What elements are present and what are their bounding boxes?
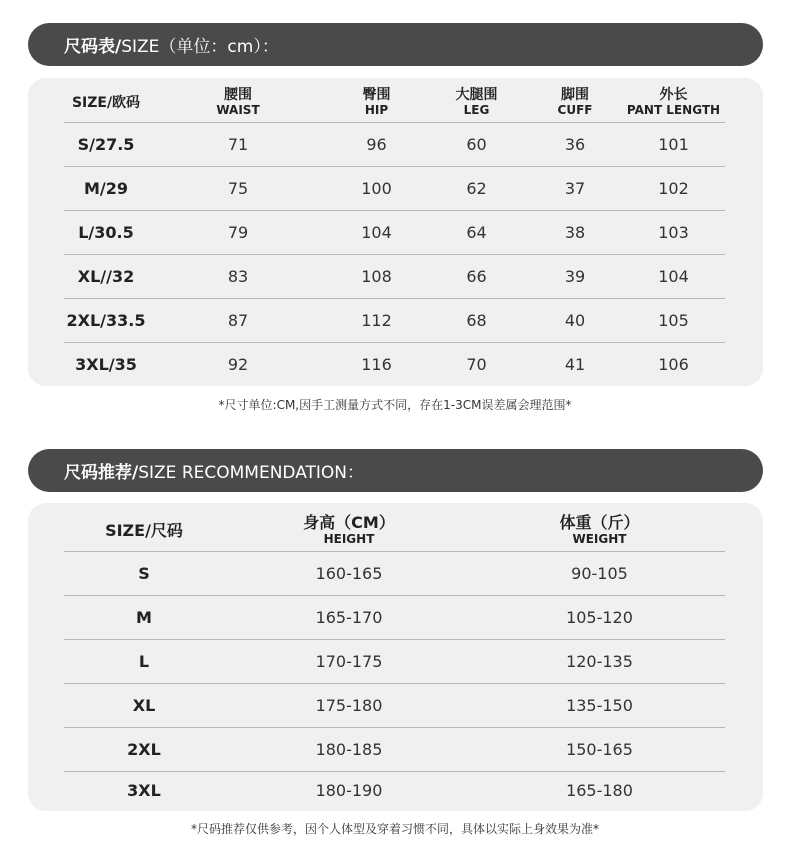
recommendation-panel xyxy=(28,503,763,811)
header-weight: 体重（斤） WEIGHT xyxy=(474,509,725,551)
header-size: SIZE/尺码 xyxy=(64,509,224,551)
table-row: XL 175-180 135-150 xyxy=(64,683,725,727)
size-chart-table xyxy=(64,82,725,386)
size-chart-note: *尺寸单位:CM,因手工测量方式不同，存在1-3CM误差属会理范围* xyxy=(218,398,572,412)
header-leg: 大腿围 LEG xyxy=(425,82,528,122)
table-row: 2XL 180-185 150-165 xyxy=(64,727,725,771)
header-hip: 臀围 HIP xyxy=(328,82,425,122)
size-chart-title-bold: 尺码表/ xyxy=(64,37,122,57)
table-row: S 160-165 90-105 xyxy=(64,551,725,595)
recommendation-title-bold: 尺码推荐/ xyxy=(64,463,139,483)
header-size: SIZE/欧码 xyxy=(64,82,148,122)
recommendation-banner xyxy=(28,449,763,492)
recommendation-title-rest: SIZE RECOMMENDATION： xyxy=(138,463,365,483)
recommendation-header-row xyxy=(64,509,725,551)
table-row: 2XL/33.5 87 112 68 40 105 xyxy=(64,298,725,342)
table-row: M/29 75 100 62 37 102 xyxy=(64,166,725,210)
recommendation-table xyxy=(64,509,725,809)
header-waist: 腰围 WAIST xyxy=(148,82,328,122)
table-row: L/30.5 79 104 64 38 103 xyxy=(64,210,725,254)
size-chart-header-row xyxy=(64,82,725,122)
header-pant-length: 外长 PANT LENGTH xyxy=(622,82,725,122)
header-cuff: 脚围 CUFF xyxy=(528,82,622,122)
table-row: S/27.5 71 96 60 36 101 xyxy=(64,122,725,166)
table-row: XL//32 83 108 66 39 104 xyxy=(64,254,725,298)
table-row: 3XL 180-190 165-180 xyxy=(64,771,725,809)
size-chart-panel xyxy=(28,78,763,386)
size-chart-title-rest: SIZE（单位：cm）： xyxy=(121,37,279,57)
header-height: 身高（CM） HEIGHT xyxy=(224,509,474,551)
table-row: M 165-170 105-120 xyxy=(64,595,725,639)
table-row: 3XL/35 92 116 70 41 106 xyxy=(64,342,725,386)
recommendation-note: *尺码推荐仅供参考，因个人体型及穿着习惯不同，具体以实际上身效果为准* xyxy=(190,822,599,836)
table-row: L 170-175 120-135 xyxy=(64,639,725,683)
size-chart-banner xyxy=(28,23,763,66)
